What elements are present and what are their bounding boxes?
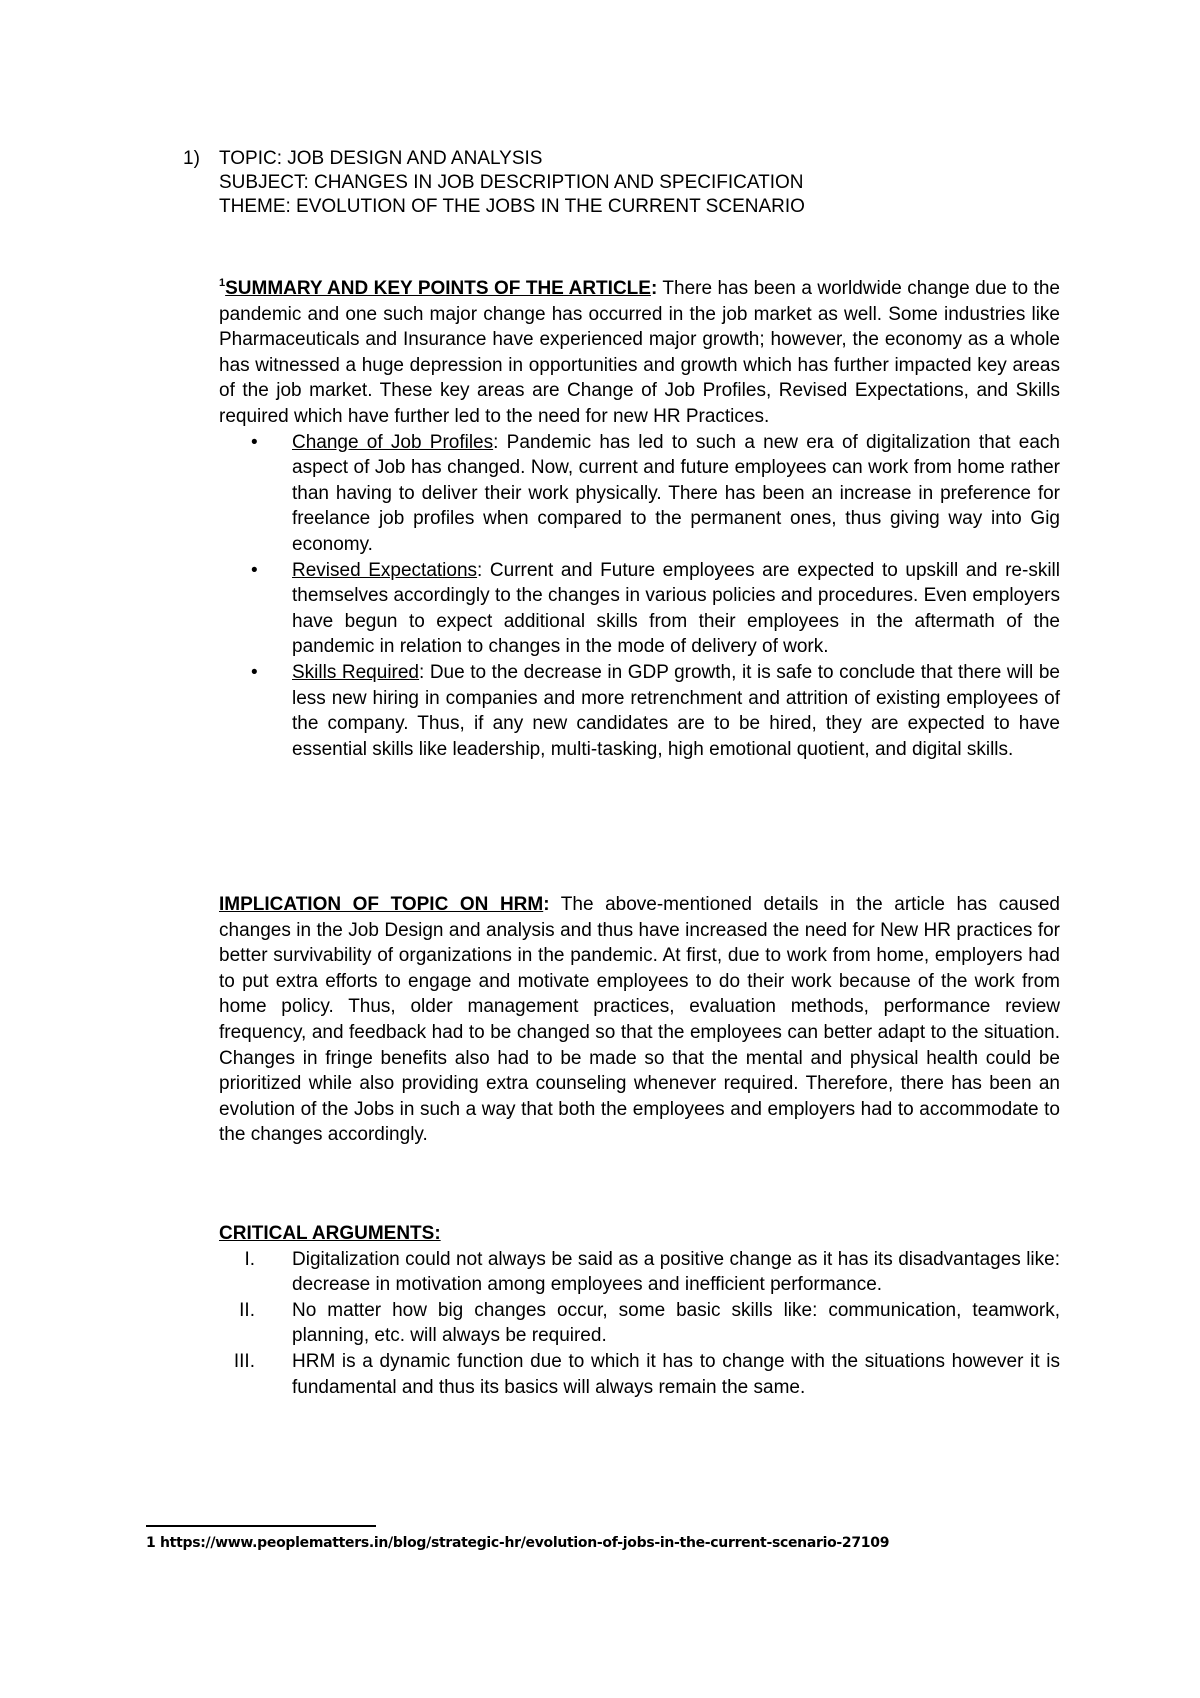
implication-section [219,892,1060,1148]
list-number: III. [233,1350,255,1372]
bullet-icon: • [251,661,258,683]
summary-heading: SUMMARY AND KEY POINTS OF THE ARTICLE [225,278,651,299]
summary-text: There has been a worldwide change due to the pandemic and one such major change has occurred in the job market as well. Some industries like Pharmaceuticals and Insurance have experienced major growth; however, the economy as a whole has witnessed a huge depression in opportunities and growth which has further impacted key areas of the job market. These key areas are Change of Job Profiles, Revised Expectations, and Skills required which have further led to the need for new HR Practices. [219,278,1060,427]
implication-heading: IMPLICATION OF TOPIC ON HRM [219,894,544,915]
critical-arguments-heading: CRITICAL ARGUMENTS: [219,1223,441,1244]
argument-text: HRM is a dynamic function due to which it has to change with the situations however it is fundamental and thus its basics will always remain the same. [292,1350,1060,1398]
list-item [219,1247,1060,1298]
key-point-label: Skills Required [292,661,419,683]
summary-section [219,276,1060,762]
key-points-list [219,430,1060,763]
summary-heading-colon: : [650,278,658,299]
bullet-icon: • [251,431,258,453]
key-point-text: : Current and Future employees are expected to upskill and re-skill themselves accordingly to the changes in various policies and procedures. Even employers have begun to expect additional skills from their employees in the aftermath of the pandemic in relation to changes in the mode of delivery of work. [292,559,1060,658]
key-point-label: Revised Expectations [292,559,478,581]
list-item [219,1349,1060,1400]
footnote-link[interactable]: 1 https://www.peoplematters.in/blog/strategic-hr/evolution-of-jobs-in-the-current-scenario-27109 [146,1535,890,1551]
key-point-text: : Pandemic has led to such a new era of digitalization that each aspect of Job has changed. Now, current and future employees can work from home rather than having to deliver their work physically. There has been an increase in preference for freelance job profiles when compared to the permanent ones, thus giving way into Gig economy. [292,431,1060,555]
list-item [219,1298,1060,1349]
implication-text: The above-mentioned details in the article has caused changes in the Job Design and analysis and thus have increased the need for New HR practices for better survivability of organizations in the pandemic. At first, due to work from home, employers had to put extra efforts to engage and motivate employees to do their work because of the work from home policy. Thus, older management practices, evaluation methods, performance review frequency, and feedback had to be changed so that the employees can better adapt to the situation. Changes in fringe benefits also had to be made so that the mental and physical health could be prioritized while also providing extra counseling whenever required. Therefore, there has been an evolution of the Jobs in such a way that both the employees and employers had to accommodate to the changes accordingly. [219,894,1060,1146]
list-item [219,558,1060,660]
key-point-text: : Due to the decrease in GDP growth, it is safe to conclude that there will be less new hiring in companies and more retrenchment and attrition of existing employees of the company. Thus, if any new candidates are to be hired, they are expected to have essential skills like leadership, multi-tasking, high emotional quotient, and digital skills. [292,661,1060,760]
implication-heading-colon: : [543,894,550,915]
bullet-icon: • [251,559,258,581]
key-point-label: Change of Job Profiles [292,431,494,453]
list-number: II. [239,1299,255,1321]
summary-paragraph [219,276,1060,430]
topic-line: TOPIC: JOB DESIGN AND ANALYSIS [219,148,543,169]
footnote-divider [146,1525,376,1527]
argument-text: Digitalization could not always be said as a positive change as it has its disadvantages like: decrease in motivation among employees and inefficient performance. [292,1248,1060,1296]
footnote-reference[interactable]: 1 [219,277,226,289]
list-item [219,430,1060,558]
critical-arguments-section [219,1221,1060,1400]
list-item [219,660,1060,762]
critical-arguments-list [219,1247,1060,1401]
list-number: I. [244,1248,255,1270]
section-number: 1) [183,148,200,169]
subject-line: SUBJECT: CHANGES IN JOB DESCRIPTION AND SPECIFICATION [219,172,804,193]
theme-line: THEME: EVOLUTION OF THE JOBS IN THE CURRENT SCENARIO [219,196,805,217]
argument-text: No matter how big changes occur, some basic skills like: communication, teamwork, planning, etc. will always be required. [292,1299,1060,1347]
